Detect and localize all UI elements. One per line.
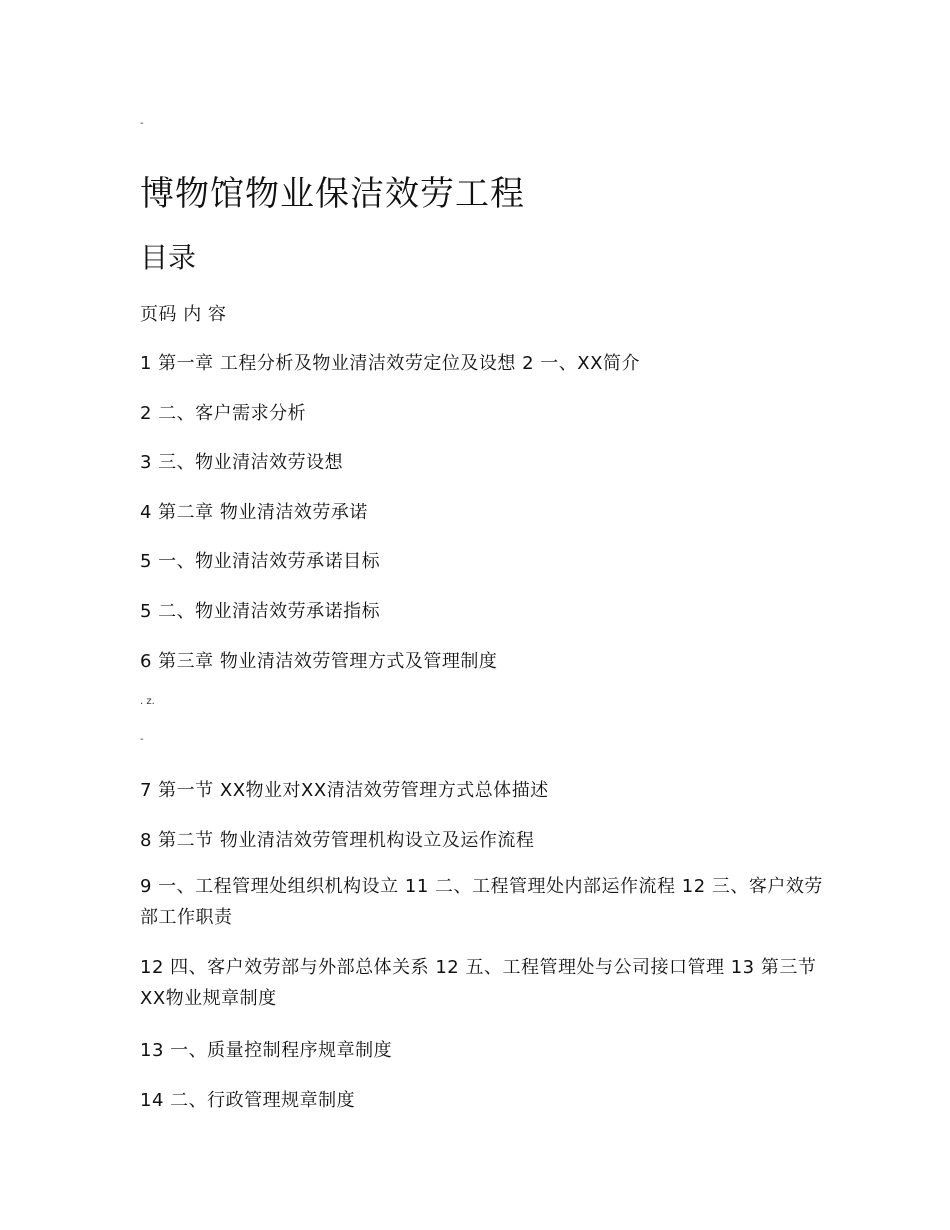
toc-line: 14 二、行政管理规章制度 (140, 1090, 356, 1111)
toc-column-header: 页码 内 容 (140, 304, 227, 325)
toc-line: 13 一、质量控制程序规章制度 (140, 1040, 393, 1061)
toc-line: 3 三、物业清洁效劳设想 (140, 452, 344, 473)
document-title: 博物馆物业保洁效劳工程 (140, 174, 525, 214)
toc-line: 2 二、客户需求分析 (140, 403, 307, 424)
next-page-marker: - (140, 734, 144, 745)
toc-line: 7 第一节 XX物业对XX清洁效劳管理方式总体描述 (140, 780, 549, 801)
toc-line: 6 第三章 物业清洁效劳管理方式及管理制度 (140, 651, 498, 672)
toc-line: 12 四、客户效劳部与外部总体关系 12 五、工程管理处与公司接口管理 13 第三节 XX物业规章制度 (140, 957, 817, 1009)
toc-line: 9 一、工程管理处组织机构设立 11 二、工程管理处内部运作流程 12 三、客户效劳部工作职责 (140, 876, 823, 928)
toc-line: 4 第二章 物业清洁效劳承诺 (140, 502, 368, 523)
toc-line: 8 第二节 物业清洁效劳管理机构设立及运作流程 (140, 830, 535, 851)
toc-line: 5 二、物业清洁效劳承诺指标 (140, 601, 381, 622)
page-footer: . z. (140, 696, 155, 707)
toc-line: 1 第一章 工程分析及物业清洁效劳定位及设想 2 一、XX简介 (140, 353, 640, 374)
toc-line: 5 一、物业清洁效劳承诺目标 (140, 551, 381, 572)
header-marker: - (140, 118, 144, 129)
toc-heading: 目录 (140, 241, 197, 274)
